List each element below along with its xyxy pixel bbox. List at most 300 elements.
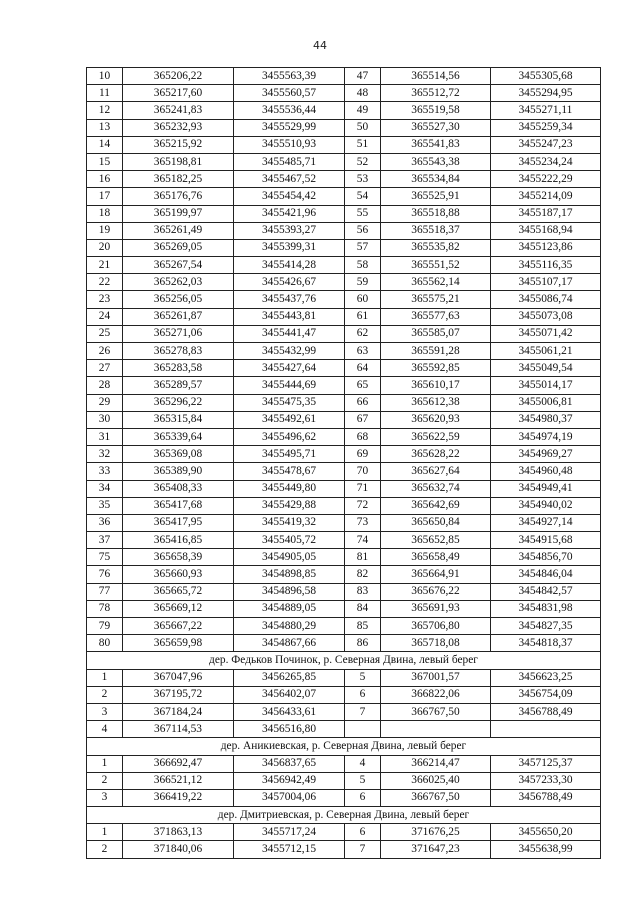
left-x-coordinate-cell: 365261,87 (123, 308, 234, 325)
right-x-coordinate-cell (381, 721, 491, 738)
right-y-coordinate-cell: 3455294,95 (491, 85, 601, 102)
right-point-number-cell: 7 (345, 841, 381, 858)
table-row (87, 789, 601, 806)
left-point-number-cell: 1 (87, 755, 123, 772)
left-y-coordinate-cell: 3454905,05 (234, 549, 345, 566)
right-x-coordinate-cell: 365562,14 (381, 274, 491, 291)
left-y-coordinate-cell: 3455426,67 (234, 274, 345, 291)
section-title: дер. Дмитриевская, р. Северная Двина, левый берег (87, 807, 601, 824)
right-x-coordinate-cell: 365527,30 (381, 119, 491, 136)
right-y-coordinate-cell: 3455061,21 (491, 343, 601, 360)
left-point-number-cell: 31 (87, 428, 123, 445)
table-row (87, 721, 601, 738)
left-point-number-cell: 35 (87, 497, 123, 514)
right-x-coordinate-cell: 366214,47 (381, 755, 491, 772)
left-point-number-cell: 76 (87, 566, 123, 583)
left-x-coordinate-cell: 365283,58 (123, 360, 234, 377)
right-point-number-cell: 71 (345, 480, 381, 497)
right-point-number-cell: 52 (345, 153, 381, 170)
page-number: 44 (313, 39, 327, 52)
table-row (87, 841, 601, 858)
left-y-coordinate-cell: 3455449,80 (234, 480, 345, 497)
right-point-number-cell: 81 (345, 549, 381, 566)
right-x-coordinate-cell: 365628,22 (381, 446, 491, 463)
right-point-number-cell: 85 (345, 618, 381, 635)
table-row (87, 446, 601, 463)
left-x-coordinate-cell: 365182,25 (123, 171, 234, 188)
left-point-number-cell: 3 (87, 703, 123, 720)
left-point-number-cell: 79 (87, 618, 123, 635)
left-point-number-cell: 27 (87, 360, 123, 377)
section-header-row (87, 652, 601, 669)
table-row (87, 274, 601, 291)
right-point-number-cell: 83 (345, 583, 381, 600)
right-y-coordinate-cell: 3455123,86 (491, 239, 601, 256)
left-x-coordinate-cell: 365262,03 (123, 274, 234, 291)
table-row (87, 343, 601, 360)
table-row (87, 703, 601, 720)
left-x-coordinate-cell: 365289,57 (123, 377, 234, 394)
right-point-number-cell: 60 (345, 291, 381, 308)
left-x-coordinate-cell: 365416,85 (123, 532, 234, 549)
table-row (87, 377, 601, 394)
right-x-coordinate-cell: 365691,93 (381, 600, 491, 617)
left-x-coordinate-cell: 365267,54 (123, 257, 234, 274)
left-y-coordinate-cell: 3455485,71 (234, 153, 345, 170)
right-x-coordinate-cell: 366025,40 (381, 772, 491, 789)
right-y-coordinate-cell: 3455234,24 (491, 153, 601, 170)
right-y-coordinate-cell: 3454831,98 (491, 600, 601, 617)
left-point-number-cell: 18 (87, 205, 123, 222)
table-row (87, 532, 601, 549)
left-y-coordinate-cell: 3455496,62 (234, 428, 345, 445)
right-x-coordinate-cell: 365519,58 (381, 102, 491, 119)
table-row (87, 566, 601, 583)
right-y-coordinate-cell: 3456788,49 (491, 789, 601, 806)
right-y-coordinate-cell: 3455259,34 (491, 119, 601, 136)
right-y-coordinate-cell: 3454818,37 (491, 635, 601, 652)
right-point-number-cell: 5 (345, 669, 381, 686)
left-y-coordinate-cell: 3455419,32 (234, 514, 345, 531)
table-row (87, 549, 601, 566)
right-point-number-cell: 48 (345, 85, 381, 102)
right-point-number-cell: 64 (345, 360, 381, 377)
left-x-coordinate-cell: 365261,49 (123, 222, 234, 239)
right-y-coordinate-cell: 3455086,74 (491, 291, 601, 308)
left-point-number-cell: 25 (87, 325, 123, 342)
right-y-coordinate-cell: 3455116,35 (491, 257, 601, 274)
right-point-number-cell: 47 (345, 68, 381, 85)
left-point-number-cell: 23 (87, 291, 123, 308)
left-point-number-cell: 1 (87, 824, 123, 841)
coordinates-table (86, 67, 601, 859)
right-point-number-cell: 74 (345, 532, 381, 549)
right-y-coordinate-cell: 3454960,48 (491, 463, 601, 480)
right-y-coordinate-cell: 3454827,35 (491, 618, 601, 635)
right-x-coordinate-cell: 365577,63 (381, 308, 491, 325)
left-x-coordinate-cell: 365215,92 (123, 136, 234, 153)
right-point-number-cell: 68 (345, 428, 381, 445)
left-x-coordinate-cell: 365232,93 (123, 119, 234, 136)
left-y-coordinate-cell: 3455427,64 (234, 360, 345, 377)
right-y-coordinate-cell: 3457233,30 (491, 772, 601, 789)
right-x-coordinate-cell: 365518,88 (381, 205, 491, 222)
left-y-coordinate-cell: 3455492,61 (234, 411, 345, 428)
right-point-number-cell: 67 (345, 411, 381, 428)
right-point-number-cell: 56 (345, 222, 381, 239)
left-point-number-cell: 21 (87, 257, 123, 274)
left-x-coordinate-cell: 365206,22 (123, 68, 234, 85)
left-y-coordinate-cell: 3455563,39 (234, 68, 345, 85)
table-row (87, 205, 601, 222)
left-x-coordinate-cell: 365669,12 (123, 600, 234, 617)
right-y-coordinate-cell: 3455187,17 (491, 205, 601, 222)
left-x-coordinate-cell: 367047,96 (123, 669, 234, 686)
right-y-coordinate-cell (491, 721, 601, 738)
right-point-number-cell: 6 (345, 686, 381, 703)
left-point-number-cell: 80 (87, 635, 123, 652)
right-y-coordinate-cell: 3454940,02 (491, 497, 601, 514)
left-y-coordinate-cell: 3455432,99 (234, 343, 345, 360)
left-point-number-cell: 15 (87, 153, 123, 170)
left-point-number-cell: 78 (87, 600, 123, 617)
right-point-number-cell: 6 (345, 824, 381, 841)
right-y-coordinate-cell: 3454856,70 (491, 549, 601, 566)
right-x-coordinate-cell: 365620,93 (381, 411, 491, 428)
section-header-row (87, 738, 601, 755)
right-x-coordinate-cell: 371647,23 (381, 841, 491, 858)
left-point-number-cell: 22 (87, 274, 123, 291)
left-x-coordinate-cell: 365665,72 (123, 583, 234, 600)
left-y-coordinate-cell: 3454880,29 (234, 618, 345, 635)
right-point-number-cell: 69 (345, 446, 381, 463)
table-row (87, 583, 601, 600)
left-point-number-cell: 2 (87, 841, 123, 858)
table-row (87, 618, 601, 635)
left-x-coordinate-cell: 365199,97 (123, 205, 234, 222)
left-point-number-cell: 1 (87, 669, 123, 686)
right-y-coordinate-cell: 3455168,94 (491, 222, 601, 239)
right-point-number-cell: 53 (345, 171, 381, 188)
right-y-coordinate-cell: 3454846,04 (491, 566, 601, 583)
right-x-coordinate-cell: 365610,17 (381, 377, 491, 394)
right-point-number-cell: 58 (345, 257, 381, 274)
right-y-coordinate-cell: 3455247,23 (491, 136, 601, 153)
left-x-coordinate-cell: 371863,13 (123, 824, 234, 841)
left-point-number-cell: 34 (87, 480, 123, 497)
table-row (87, 480, 601, 497)
left-point-number-cell: 29 (87, 394, 123, 411)
right-x-coordinate-cell: 365518,37 (381, 222, 491, 239)
right-y-coordinate-cell: 3455049,54 (491, 360, 601, 377)
left-y-coordinate-cell: 3455467,52 (234, 171, 345, 188)
right-x-coordinate-cell: 365525,91 (381, 188, 491, 205)
table-row (87, 308, 601, 325)
left-y-coordinate-cell: 3455529,99 (234, 119, 345, 136)
right-point-number-cell: 66 (345, 394, 381, 411)
left-y-coordinate-cell: 3456837,65 (234, 755, 345, 772)
section-title: дер. Аникиевская, р. Северная Двина, левый берег (87, 738, 601, 755)
left-point-number-cell: 12 (87, 102, 123, 119)
left-y-coordinate-cell: 3456942,49 (234, 772, 345, 789)
right-x-coordinate-cell: 365642,69 (381, 497, 491, 514)
table-row (87, 325, 601, 342)
table-row (87, 257, 601, 274)
right-x-coordinate-cell: 365632,74 (381, 480, 491, 497)
table-row (87, 119, 601, 136)
left-point-number-cell: 28 (87, 377, 123, 394)
right-x-coordinate-cell: 365592,85 (381, 360, 491, 377)
left-y-coordinate-cell: 3455405,72 (234, 532, 345, 549)
right-point-number-cell (345, 721, 381, 738)
left-x-coordinate-cell: 365278,83 (123, 343, 234, 360)
left-y-coordinate-cell: 3456265,85 (234, 669, 345, 686)
right-x-coordinate-cell: 365585,07 (381, 325, 491, 342)
right-point-number-cell: 82 (345, 566, 381, 583)
right-x-coordinate-cell: 365664,91 (381, 566, 491, 583)
right-y-coordinate-cell: 3455650,20 (491, 824, 601, 841)
right-point-number-cell: 49 (345, 102, 381, 119)
left-x-coordinate-cell: 365241,83 (123, 102, 234, 119)
left-x-coordinate-cell: 365417,95 (123, 514, 234, 531)
right-x-coordinate-cell: 365627,64 (381, 463, 491, 480)
table-row (87, 291, 601, 308)
left-point-number-cell: 17 (87, 188, 123, 205)
right-y-coordinate-cell: 3454842,57 (491, 583, 601, 600)
left-x-coordinate-cell: 365417,68 (123, 497, 234, 514)
table-row (87, 772, 601, 789)
left-x-coordinate-cell: 365256,05 (123, 291, 234, 308)
table-row (87, 394, 601, 411)
left-y-coordinate-cell: 3455454,42 (234, 188, 345, 205)
left-y-coordinate-cell: 3456516,80 (234, 721, 345, 738)
left-y-coordinate-cell: 3456433,61 (234, 703, 345, 720)
left-point-number-cell: 20 (87, 239, 123, 256)
right-y-coordinate-cell: 3454969,27 (491, 446, 601, 463)
left-y-coordinate-cell: 3455441,47 (234, 325, 345, 342)
left-y-coordinate-cell: 3455444,69 (234, 377, 345, 394)
right-x-coordinate-cell: 365551,52 (381, 257, 491, 274)
left-point-number-cell: 36 (87, 514, 123, 531)
left-x-coordinate-cell: 365667,22 (123, 618, 234, 635)
right-x-coordinate-cell: 366767,50 (381, 703, 491, 720)
left-point-number-cell: 3 (87, 789, 123, 806)
left-y-coordinate-cell: 3455536,44 (234, 102, 345, 119)
right-x-coordinate-cell: 367001,57 (381, 669, 491, 686)
left-y-coordinate-cell: 3455560,57 (234, 85, 345, 102)
right-y-coordinate-cell: 3455271,11 (491, 102, 601, 119)
right-y-coordinate-cell: 3454974,19 (491, 428, 601, 445)
left-y-coordinate-cell: 3454898,85 (234, 566, 345, 583)
table-row (87, 635, 601, 652)
table-row (87, 171, 601, 188)
table-row (87, 239, 601, 256)
right-y-coordinate-cell: 3454915,68 (491, 532, 601, 549)
table-row (87, 497, 601, 514)
right-x-coordinate-cell: 365591,28 (381, 343, 491, 360)
left-x-coordinate-cell: 365271,06 (123, 325, 234, 342)
left-x-coordinate-cell: 366419,22 (123, 789, 234, 806)
right-point-number-cell: 4 (345, 755, 381, 772)
left-y-coordinate-cell: 3455429,88 (234, 497, 345, 514)
right-point-number-cell: 62 (345, 325, 381, 342)
right-x-coordinate-cell: 365658,49 (381, 549, 491, 566)
left-y-coordinate-cell: 3455712,15 (234, 841, 345, 858)
right-y-coordinate-cell: 3457125,37 (491, 755, 601, 772)
right-x-coordinate-cell: 366822,06 (381, 686, 491, 703)
left-x-coordinate-cell: 365217,60 (123, 85, 234, 102)
left-x-coordinate-cell: 365659,98 (123, 635, 234, 652)
right-point-number-cell: 84 (345, 600, 381, 617)
left-x-coordinate-cell: 365198,81 (123, 153, 234, 170)
left-y-coordinate-cell: 3455399,31 (234, 239, 345, 256)
right-x-coordinate-cell: 371676,25 (381, 824, 491, 841)
left-y-coordinate-cell: 3454896,58 (234, 583, 345, 600)
right-point-number-cell: 61 (345, 308, 381, 325)
left-x-coordinate-cell: 365339,64 (123, 428, 234, 445)
right-x-coordinate-cell: 365543,38 (381, 153, 491, 170)
left-y-coordinate-cell: 3455478,67 (234, 463, 345, 480)
right-point-number-cell: 50 (345, 119, 381, 136)
right-y-coordinate-cell: 3455222,29 (491, 171, 601, 188)
left-point-number-cell: 2 (87, 686, 123, 703)
left-y-coordinate-cell: 3455495,71 (234, 446, 345, 463)
right-x-coordinate-cell: 365676,22 (381, 583, 491, 600)
left-point-number-cell: 37 (87, 532, 123, 549)
left-y-coordinate-cell: 3455717,24 (234, 824, 345, 841)
right-y-coordinate-cell: 3455073,08 (491, 308, 601, 325)
right-point-number-cell: 73 (345, 514, 381, 531)
table-row (87, 188, 601, 205)
left-x-coordinate-cell: 365296,22 (123, 394, 234, 411)
left-y-coordinate-cell: 3454867,66 (234, 635, 345, 652)
right-x-coordinate-cell: 365622,59 (381, 428, 491, 445)
right-y-coordinate-cell: 3455006,81 (491, 394, 601, 411)
left-point-number-cell: 32 (87, 446, 123, 463)
left-x-coordinate-cell: 365408,33 (123, 480, 234, 497)
left-y-coordinate-cell: 3457004,06 (234, 789, 345, 806)
right-x-coordinate-cell: 365652,85 (381, 532, 491, 549)
right-point-number-cell: 63 (345, 343, 381, 360)
left-x-coordinate-cell: 365389,90 (123, 463, 234, 480)
left-y-coordinate-cell: 3455443,81 (234, 308, 345, 325)
left-x-coordinate-cell: 365658,39 (123, 549, 234, 566)
left-x-coordinate-cell: 365269,05 (123, 239, 234, 256)
left-y-coordinate-cell: 3455437,76 (234, 291, 345, 308)
right-point-number-cell: 51 (345, 136, 381, 153)
left-y-coordinate-cell: 3454889,05 (234, 600, 345, 617)
left-point-number-cell: 75 (87, 549, 123, 566)
right-x-coordinate-cell: 365650,84 (381, 514, 491, 531)
right-y-coordinate-cell: 3454980,37 (491, 411, 601, 428)
left-point-number-cell: 19 (87, 222, 123, 239)
left-x-coordinate-cell: 371840,06 (123, 841, 234, 858)
left-y-coordinate-cell: 3455414,28 (234, 257, 345, 274)
left-point-number-cell: 10 (87, 68, 123, 85)
left-x-coordinate-cell: 366692,47 (123, 755, 234, 772)
right-y-coordinate-cell: 3454927,14 (491, 514, 601, 531)
table-row (87, 428, 601, 445)
left-x-coordinate-cell: 367195,72 (123, 686, 234, 703)
right-x-coordinate-cell: 365512,72 (381, 85, 491, 102)
left-point-number-cell: 33 (87, 463, 123, 480)
right-point-number-cell: 6 (345, 789, 381, 806)
left-x-coordinate-cell: 367184,24 (123, 703, 234, 720)
section-header-row (87, 807, 601, 824)
right-x-coordinate-cell: 365575,21 (381, 291, 491, 308)
left-point-number-cell: 26 (87, 343, 123, 360)
right-x-coordinate-cell: 366767,50 (381, 789, 491, 806)
left-x-coordinate-cell: 365369,08 (123, 446, 234, 463)
left-y-coordinate-cell: 3455421,96 (234, 205, 345, 222)
right-point-number-cell: 7 (345, 703, 381, 720)
right-point-number-cell: 5 (345, 772, 381, 789)
left-y-coordinate-cell: 3455475,35 (234, 394, 345, 411)
left-x-coordinate-cell: 365660,93 (123, 566, 234, 583)
right-y-coordinate-cell: 3455214,09 (491, 188, 601, 205)
table-row (87, 153, 601, 170)
table-row (87, 824, 601, 841)
right-y-coordinate-cell: 3454949,41 (491, 480, 601, 497)
left-point-number-cell: 24 (87, 308, 123, 325)
table-row (87, 68, 601, 85)
right-y-coordinate-cell: 3455638,99 (491, 841, 601, 858)
table-row (87, 222, 601, 239)
right-y-coordinate-cell: 3456788,49 (491, 703, 601, 720)
right-point-number-cell: 59 (345, 274, 381, 291)
left-point-number-cell: 2 (87, 772, 123, 789)
table-row (87, 514, 601, 531)
left-y-coordinate-cell: 3455393,27 (234, 222, 345, 239)
coordinates-table-body (87, 68, 601, 859)
right-y-coordinate-cell: 3455014,17 (491, 377, 601, 394)
table-row (87, 600, 601, 617)
table-row (87, 411, 601, 428)
left-point-number-cell: 30 (87, 411, 123, 428)
right-point-number-cell: 72 (345, 497, 381, 514)
right-point-number-cell: 57 (345, 239, 381, 256)
table-row (87, 136, 601, 153)
left-x-coordinate-cell: 367114,53 (123, 721, 234, 738)
table-row (87, 669, 601, 686)
right-y-coordinate-cell: 3456754,09 (491, 686, 601, 703)
right-point-number-cell: 55 (345, 205, 381, 222)
left-x-coordinate-cell: 365176,76 (123, 188, 234, 205)
left-point-number-cell: 16 (87, 171, 123, 188)
right-point-number-cell: 86 (345, 635, 381, 652)
right-y-coordinate-cell: 3455071,42 (491, 325, 601, 342)
left-y-coordinate-cell: 3455510,93 (234, 136, 345, 153)
table-row (87, 686, 601, 703)
table-row (87, 85, 601, 102)
right-x-coordinate-cell: 365535,82 (381, 239, 491, 256)
table-row (87, 360, 601, 377)
table-row (87, 755, 601, 772)
right-point-number-cell: 65 (345, 377, 381, 394)
left-y-coordinate-cell: 3456402,07 (234, 686, 345, 703)
right-x-coordinate-cell: 365514,56 (381, 68, 491, 85)
left-point-number-cell: 4 (87, 721, 123, 738)
right-point-number-cell: 70 (345, 463, 381, 480)
left-x-coordinate-cell: 366521,12 (123, 772, 234, 789)
left-point-number-cell: 11 (87, 85, 123, 102)
table-row (87, 463, 601, 480)
right-x-coordinate-cell: 365534,84 (381, 171, 491, 188)
left-point-number-cell: 13 (87, 119, 123, 136)
right-point-number-cell: 54 (345, 188, 381, 205)
right-x-coordinate-cell: 365541,83 (381, 136, 491, 153)
right-y-coordinate-cell: 3456623,25 (491, 669, 601, 686)
